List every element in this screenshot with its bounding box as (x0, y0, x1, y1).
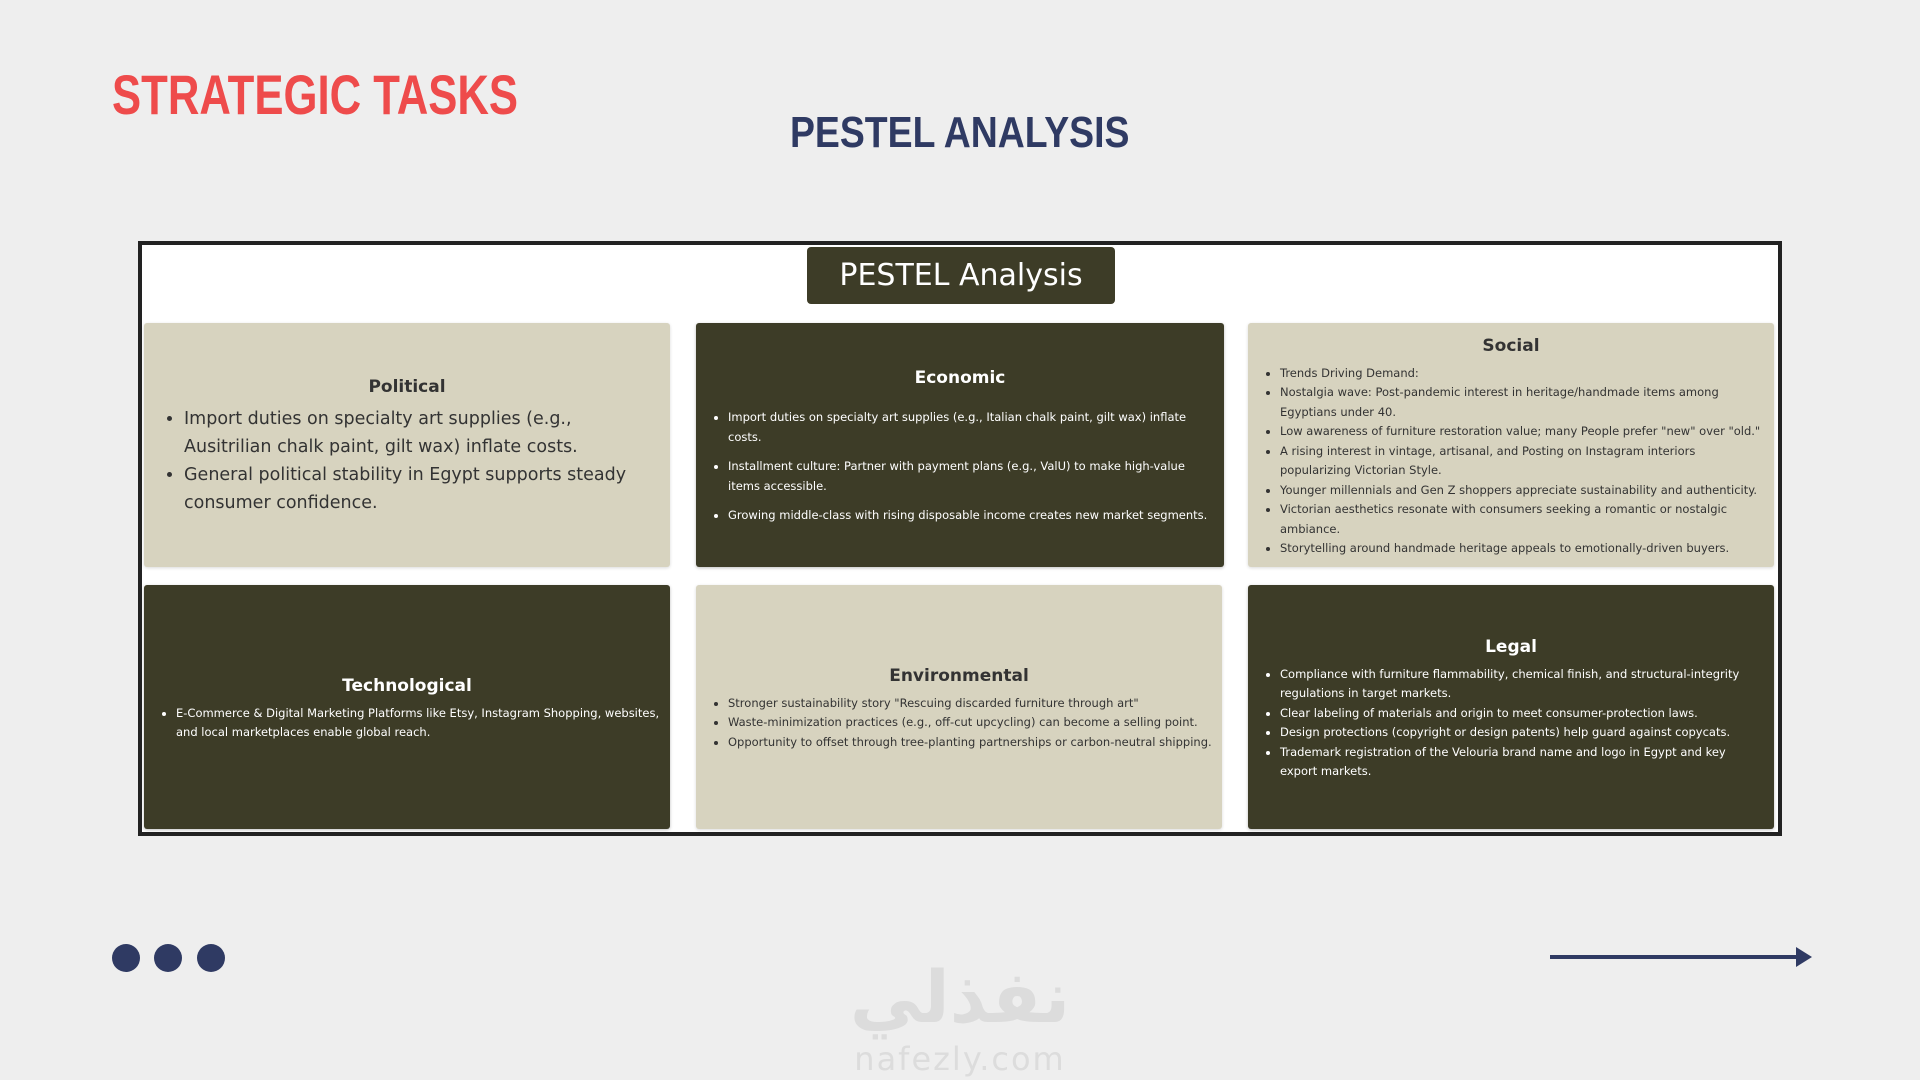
list-item: • Design protections (copyright or design patents) help guard against copycats. (1280, 723, 1764, 743)
card-social-title: Social (1482, 335, 1540, 356)
watermark-arabic: نفذلي (849, 955, 1071, 1039)
card-technological (144, 585, 670, 829)
list-item: • E-Commerce & Digital Marketing Platforms like Etsy, Instagram Shopping, websites, and local marketplaces enable global reach. (176, 704, 660, 743)
list-item: • Younger millennials and Gen Z shoppers appreciate sustainability and authenticity. (1280, 481, 1764, 501)
card-political-list (154, 405, 660, 517)
page-title-text: PESTEL ANALYSIS (790, 108, 1130, 157)
card-legal-title: Legal (1485, 636, 1537, 657)
pestel-image-frame (138, 241, 1782, 836)
card-economic-list (706, 408, 1214, 526)
list-item: • Nostalgia wave: Post-pandemic interest in heritage/handmade items among Egyptians under 40. (1280, 383, 1764, 422)
list-item: • Compliance with furniture flammability, chemical finish, and structural-integrity regulations in target markets. (1280, 665, 1764, 704)
list-item: • Clear labeling of materials and origin to meet consumer-protection laws. (1280, 704, 1764, 724)
card-legal (1248, 585, 1774, 829)
list-item: • Import duties on specialty art supplies (e.g., Ausitrilian chalk paint, gilt wax) inflate costs. (184, 405, 660, 461)
list-item: • General political stability in Egypt supports steady consumer confidence. (184, 461, 660, 517)
card-technological-list (154, 704, 660, 743)
card-environmental-list (706, 694, 1212, 753)
page-title (0, 108, 1920, 158)
card-technological-title: Technological (342, 675, 472, 696)
card-social (1248, 323, 1774, 567)
list-item: • Stronger sustainability story "Rescuing discarded furniture through art" (728, 694, 1212, 714)
list-item: • Storytelling around handmade heritage appeals to emotionally-driven buyers. (1280, 539, 1764, 559)
card-environmental (696, 585, 1222, 829)
card-economic-title: Economic (914, 368, 1006, 389)
card-economic (696, 323, 1224, 567)
pestel-header-banner: PESTEL Analysis (807, 247, 1115, 304)
list-item: • Import duties on specialty art supplies (e.g., Italian chalk paint, gilt wax) inflate costs. (728, 408, 1214, 447)
list-item: • A rising interest in vintage, artisanal, and Posting on Instagram interiors popularizing Victorian Style. (1280, 442, 1764, 481)
list-item: • Victorian aesthetics resonate with consumers seeking a romantic or nostalgic ambiance. (1280, 500, 1764, 539)
card-environmental-title: Environmental (889, 665, 1029, 686)
list-item: • Trends Driving Demand: (1280, 364, 1764, 384)
card-social-list (1258, 364, 1764, 559)
card-political-title: Political (368, 377, 446, 397)
card-legal-list (1258, 665, 1764, 782)
corner-title: STRATEGIC TASKS (112, 63, 519, 126)
list-item: • Waste-minimization practices (e.g., off-cut upcycling) can become a selling point. (728, 713, 1212, 733)
watermark-latin: nafezly.com (854, 1040, 1066, 1078)
card-political (144, 323, 670, 567)
list-item: • Opportunity to offset through tree-planting partnerships or carbon-neutral shipping. (728, 733, 1212, 753)
list-item: • Trademark registration of the Velouria brand name and logo in Egypt and key export markets. (1280, 743, 1764, 782)
list-item: • Installment culture: Partner with payment plans (e.g., ValU) to make high-value items accessible. (728, 457, 1214, 496)
list-item: • Low awareness of furniture restoration value; many People prefer "new" over "old." (1280, 422, 1764, 442)
list-item: • Growing middle-class with rising disposable income creates new market segments. (728, 506, 1214, 526)
